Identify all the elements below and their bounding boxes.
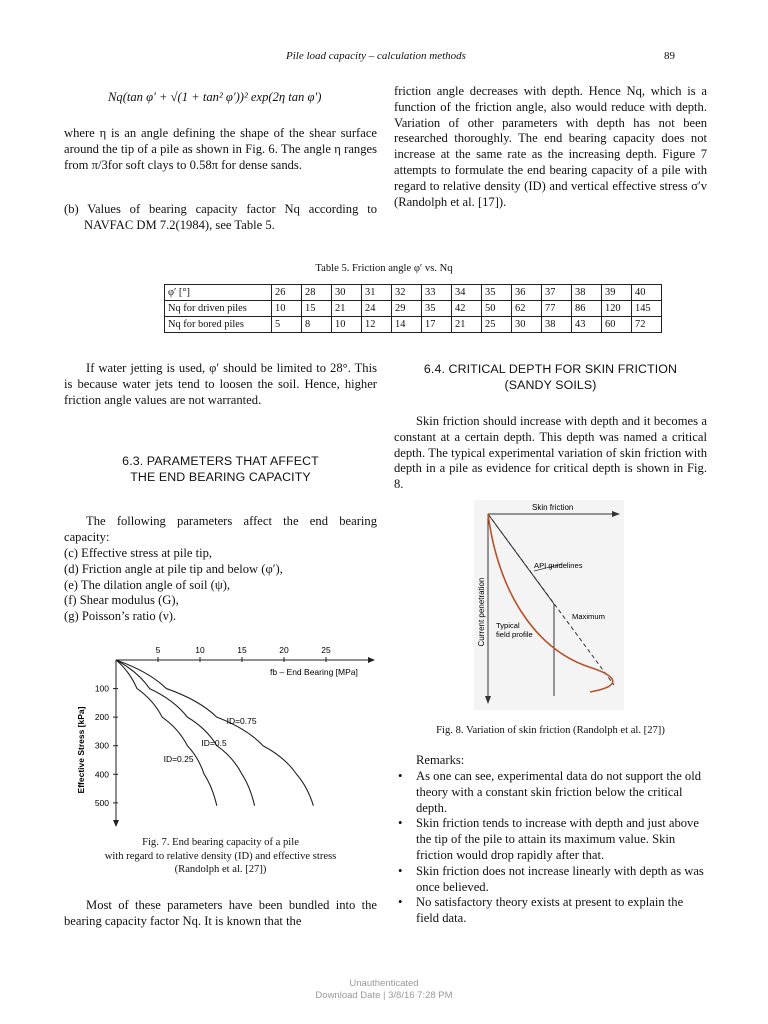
table-cell: 37 (542, 285, 572, 301)
table-cell: 29 (392, 301, 422, 317)
table-cell: 35 (422, 301, 452, 317)
table-row (165, 285, 662, 301)
section-heading-line: 6.3. PARAMETERS THAT AFFECT (122, 454, 319, 468)
series-label: ID=0.75 (226, 716, 257, 726)
paragraph-params-intro: The following parameters affect the end bearing capacity: (64, 514, 377, 544)
table-cell: 43 (572, 317, 602, 333)
list-item: (e) The dilation angle of soil (ψ), (64, 577, 231, 592)
section-heading-line: THE END BEARING CAPACITY (130, 470, 311, 484)
table-cell: 38 (572, 285, 602, 301)
table-cell: 10 (272, 301, 302, 317)
y-tick-label: 100 (94, 683, 109, 694)
x-tick-label: 20 (279, 645, 289, 655)
list-item: • No satisfactory theory exists at present to explain the field data. (394, 895, 707, 927)
y-axis-label: Effective Stress [kPa] (76, 706, 86, 794)
x-tick-label: 5 (155, 645, 161, 655)
paragraph-skin-friction: Skin friction should increase with depth and it becomes a constant at a certain depth. This depth was named a critical depth. The typical experimental variation of skin friction with depth in a pile as evidence for critical depth is shown in Fig. 8. (394, 414, 707, 492)
table-cell: 21 (332, 301, 362, 317)
table-cell: 40 (632, 285, 662, 301)
table-cell: 33 (422, 285, 452, 301)
table-cell: 60 (602, 317, 632, 333)
x-tick-label: 10 (195, 645, 205, 655)
table-cell: 86 (572, 301, 602, 317)
label-maximum: Maximum (572, 612, 605, 621)
paragraph-eta: where η is an angle defining the shape of the shear surface around the tip of a pile as shown in Fig. 6. The angle η ranges from π/3for soft clays to 0.58π for dense sands. (64, 126, 377, 172)
table-cell: 21 (452, 317, 482, 333)
running-title: Pile load capacity – calculation methods (286, 50, 466, 62)
figure-7-chart (72, 640, 382, 830)
table-cell: 26 (272, 285, 302, 301)
footer-line: Unauthenticated (349, 978, 419, 989)
table-cell: 72 (632, 317, 662, 333)
x-axis-arrow (368, 657, 375, 663)
series-label: ID=0.25 (163, 754, 194, 764)
figure-8-caption: Fig. 8. Variation of skin friction (Randolph et al. [27]) (436, 725, 665, 736)
y-tick-label: 400 (94, 769, 109, 780)
x-tick-label: 25 (321, 645, 331, 655)
table-cell: 36 (512, 285, 542, 301)
item-b: (b) Values of bearing capacity factor Nq according to NAVFAC DM 7.2(1984), see Table 5. (64, 202, 377, 232)
table-cell: 32 (392, 285, 422, 301)
page-number: 89 (664, 50, 675, 62)
y-axis-label: Current penetration (477, 577, 486, 647)
table-cell: 34 (452, 285, 482, 301)
list-item: • Skin friction does not increase linearly with depth as was once believed. (394, 864, 707, 896)
table-cell: 28 (302, 285, 332, 301)
paragraph-water-jetting: If water jetting is used, φ′ should be limited to 28°. This is because water jets tend to loosen the soil. Hence, higher friction angle values are not warranted. (64, 361, 377, 407)
table-row (165, 301, 662, 317)
table5-caption: Table 5. Friction angle φ′ vs. Nq (315, 263, 453, 274)
table-cell: 39 (602, 285, 632, 301)
table-cell: Nq for driven piles (165, 301, 272, 317)
table-cell: 14 (392, 317, 422, 333)
paragraph-bundled: Most of these parameters have been bundled into the bearing capacity factor Nq. It is known that the (64, 898, 377, 928)
caption-line: Fig. 7. End bearing capacity of a pile (142, 837, 299, 848)
section-heading-line: 6.4. CRITICAL DEPTH FOR SKIN FRICTION (423, 362, 678, 376)
table5 (164, 284, 662, 333)
y-axis-arrow (113, 820, 119, 827)
params-list (64, 546, 377, 625)
x-axis-label: fb – End Bearing [MPa] (270, 667, 358, 677)
list-item: • Skin friction tends to increase with depth and just above the tip of the pile to attain its maximum value. Skin friction would drop rapidly after that. (394, 816, 707, 863)
paragraph-friction-angle: friction angle decreases with depth. Hence Nq, which is a function of the friction angle, also would reduce with depth. Variation of other parameters with depth has not been researched thoroughly. The end bearing capacity does not increase at the same rate as the increasing depth. Figure 7 attempts to formulate the end bearing capacity of a pile with regard to relative density (ID) and vertical effective stress σ′v (Randolph et al. [17]). (394, 84, 707, 209)
series-label: ID=0.5 (201, 738, 227, 748)
x-tick-label: 15 (237, 645, 247, 655)
label-api-guidelines: API guidelines (534, 561, 583, 570)
section-heading-6-4 (394, 361, 707, 393)
footer-line: Download Date | 3/8/16 7:28 PM (315, 990, 453, 1001)
figure-background (474, 500, 624, 710)
figure-7-caption (64, 836, 377, 877)
remarks-list (394, 769, 707, 927)
table-cell: 30 (332, 285, 362, 301)
table-cell: 120 (602, 301, 632, 317)
series-line (116, 660, 217, 806)
x-axis-label: Skin friction (532, 503, 574, 512)
table-cell: Nq for bored piles (165, 317, 272, 333)
table-cell: 12 (362, 317, 392, 333)
table-cell: 25 (482, 317, 512, 333)
series-line (116, 660, 313, 806)
series-line (116, 660, 255, 806)
remarks-title: Remarks: (416, 753, 465, 767)
label-typical-field-profile: Typical field profile (496, 621, 533, 639)
list-item: (f) Shear modulus (G), (64, 593, 179, 608)
list-item: • As one can see, experimental data do not support the old theory with a constant skin friction below the critical depth. (394, 769, 707, 816)
table-cell: 31 (362, 285, 392, 301)
table-cell: 145 (632, 301, 662, 317)
y-tick-label: 300 (94, 740, 109, 751)
table-cell: 42 (452, 301, 482, 317)
table-cell: 5 (272, 317, 302, 333)
table-cell: φ′ [°] (165, 285, 272, 301)
table-cell: 15 (302, 301, 332, 317)
list-item: (d) Friction angle at pile tip and below (φ′), (64, 561, 283, 576)
table-cell: 30 (512, 317, 542, 333)
y-tick-label: 200 (94, 712, 109, 723)
table-cell: 35 (482, 285, 512, 301)
equation: Nq(tan φ′ + √(1 + tan² φ′))² exp(2η tan φ′) (108, 90, 322, 104)
figure-8-chart (474, 500, 624, 710)
footer-watermark (284, 978, 484, 1002)
list-item: (g) Poisson’s ratio (ν). (64, 609, 177, 624)
table-cell: 17 (422, 317, 452, 333)
caption-line: (Randolph et al. [27]) (174, 864, 267, 875)
table-cell: 38 (542, 317, 572, 333)
table-cell: 77 (542, 301, 572, 317)
section-heading-6-3 (64, 453, 377, 485)
section-heading-line: (SANDY SOILS) (504, 378, 597, 392)
caption-line: with regard to relative density (ID) and effective stress (104, 850, 337, 862)
table-cell: 8 (302, 317, 332, 333)
table-cell: 10 (332, 317, 362, 333)
table-cell: 50 (482, 301, 512, 317)
table-row (165, 317, 662, 333)
y-tick-label: 500 (94, 797, 109, 808)
list-item: (c) Effective stress at pile tip, (64, 546, 213, 560)
table-cell: 62 (512, 301, 542, 317)
table-cell: 24 (362, 301, 392, 317)
